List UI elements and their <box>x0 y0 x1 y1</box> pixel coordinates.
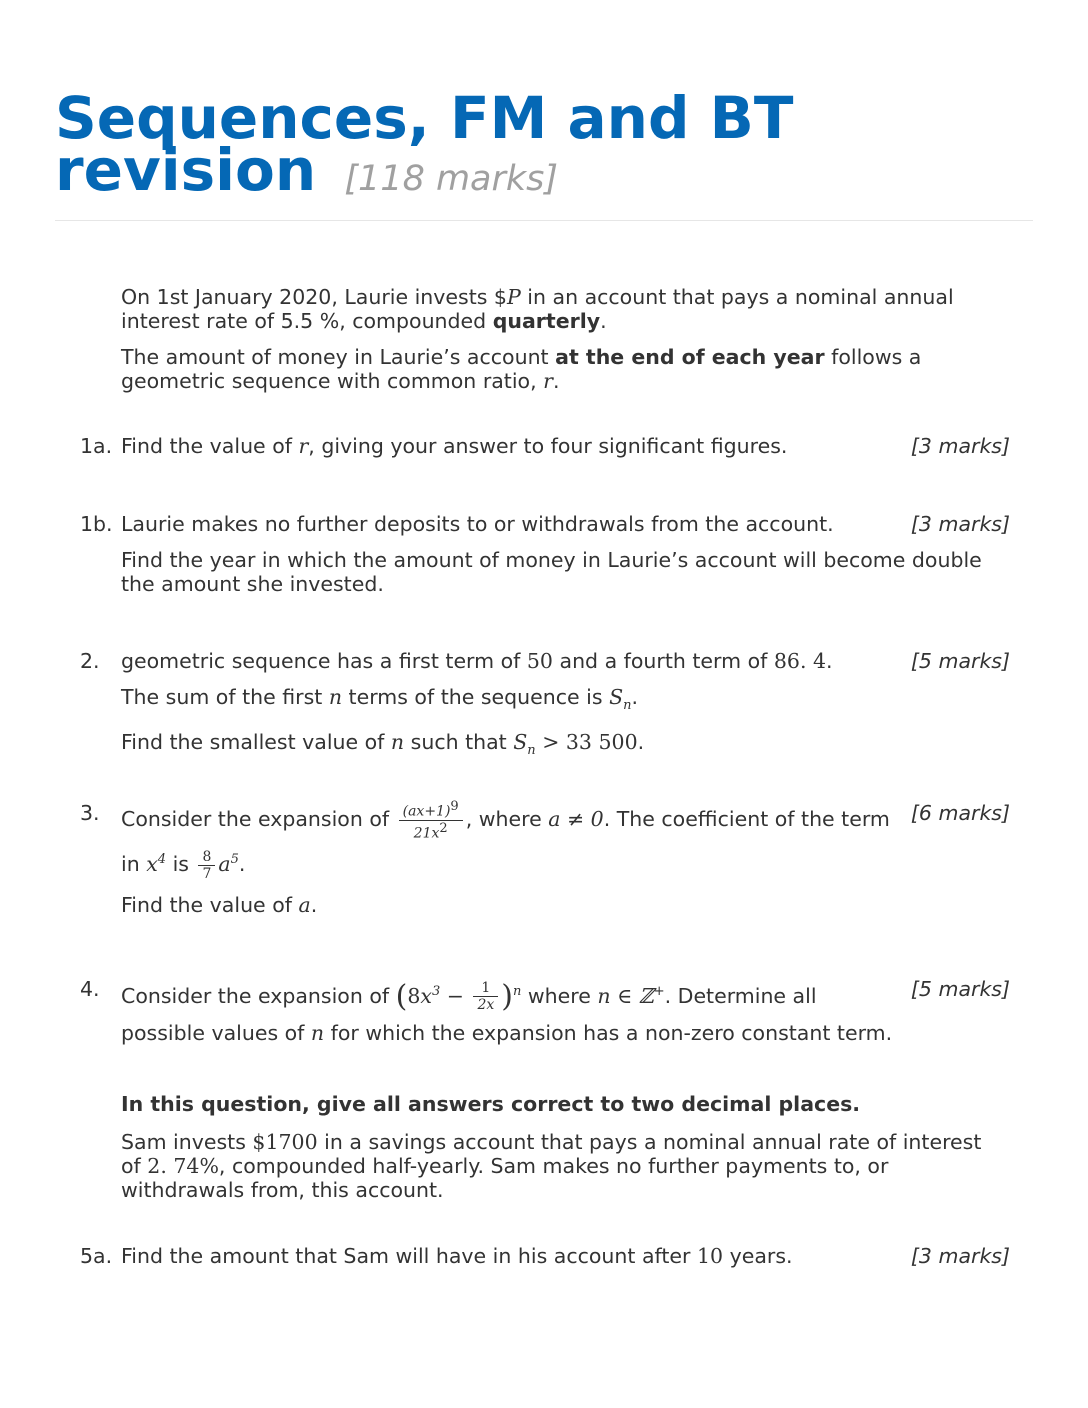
question-4-marks: [5 marks] <box>910 977 1010 1001</box>
title-divider <box>55 220 1033 221</box>
question-number-1b: 1b. <box>80 512 113 536</box>
half-x-fraction: $\frac{1}{2x}$ <box>473 980 498 1013</box>
question-1a-marks: [3 marks] <box>910 434 1010 458</box>
question-2-marks: [5 marks] <box>910 649 1010 673</box>
intro-sam: In this question, give all answers correct to two decimal places. Sam invests $1700 in a savings account that pays a nominal annual rate of interest of 2. 74%, compounded half-yearly. Sam makes no further payments to, or withdrawals from, this account. <box>121 1092 982 1202</box>
coefficient-fraction: $\frac{8}{7}$ <box>198 849 215 882</box>
question-number-3: 3. <box>80 801 100 825</box>
question-1a-text: Find the value of r, giving your answer to four significant figures. <box>121 434 788 458</box>
question-5a-text: Find the amount that Sam will have in his account after 10 years. <box>121 1244 793 1268</box>
intro-paragraph-1: On 1st January 2020, Laurie invests $P in an account that pays a nominal annual interest rate of 5.5 %, compounded quarterly. <box>121 285 954 333</box>
question-3-marks: [6 marks] <box>910 801 1010 825</box>
fraction-expression: $\frac{(ax+1)^9}{21x^2}$ <box>399 799 463 841</box>
intro-laurie <box>121 285 1001 405</box>
intro-paragraph-2: The amount of money in Laurie’s account at the end of each year follows a geometric sequence with common ratio, r. <box>121 345 922 393</box>
question-number-5a: 5a. <box>80 1244 113 1268</box>
question-4-text: Consider the expansion of ($8x^3$ − $\frac{1}{2x}$ )$^n$ where n ∈ ℤ+. Determine all possible values of n for which the expansion has a non-zero constant term. <box>121 978 893 1045</box>
total-marks: [118 marks] <box>344 159 559 199</box>
question-5a-marks: [3 marks] <box>910 1244 1010 1268</box>
title-text: Sequences, FM and BT revision <box>55 84 794 204</box>
question-1b-text: Laurie makes no further deposits to or withdrawals from the account. Find the year in which the amount of money in Laurie’s account will become double the amount she invested. <box>121 512 982 596</box>
question-number-2: 2. <box>80 649 100 673</box>
question-2-text: geometric sequence has a first term of 50 and a fourth term of 86. 4. The sum of the first n terms of the sequence is $S_n$. Find the smallest value of n such that $S_n > 33$ 500. <box>121 649 833 759</box>
question-1b-marks: [3 marks] <box>910 512 1010 536</box>
page-title <box>55 84 1035 205</box>
question-3-text: Consider the expansion of $\frac{(ax+1)^9}{21x^2}$ , where a ≠ 0. The coefficient of the term in $x^4$ is $\frac{8}{7}$ $a^5$. Find the value of a. <box>121 799 890 918</box>
question-number-4: 4. <box>80 977 100 1001</box>
question-number-1a: 1a. <box>80 434 113 458</box>
